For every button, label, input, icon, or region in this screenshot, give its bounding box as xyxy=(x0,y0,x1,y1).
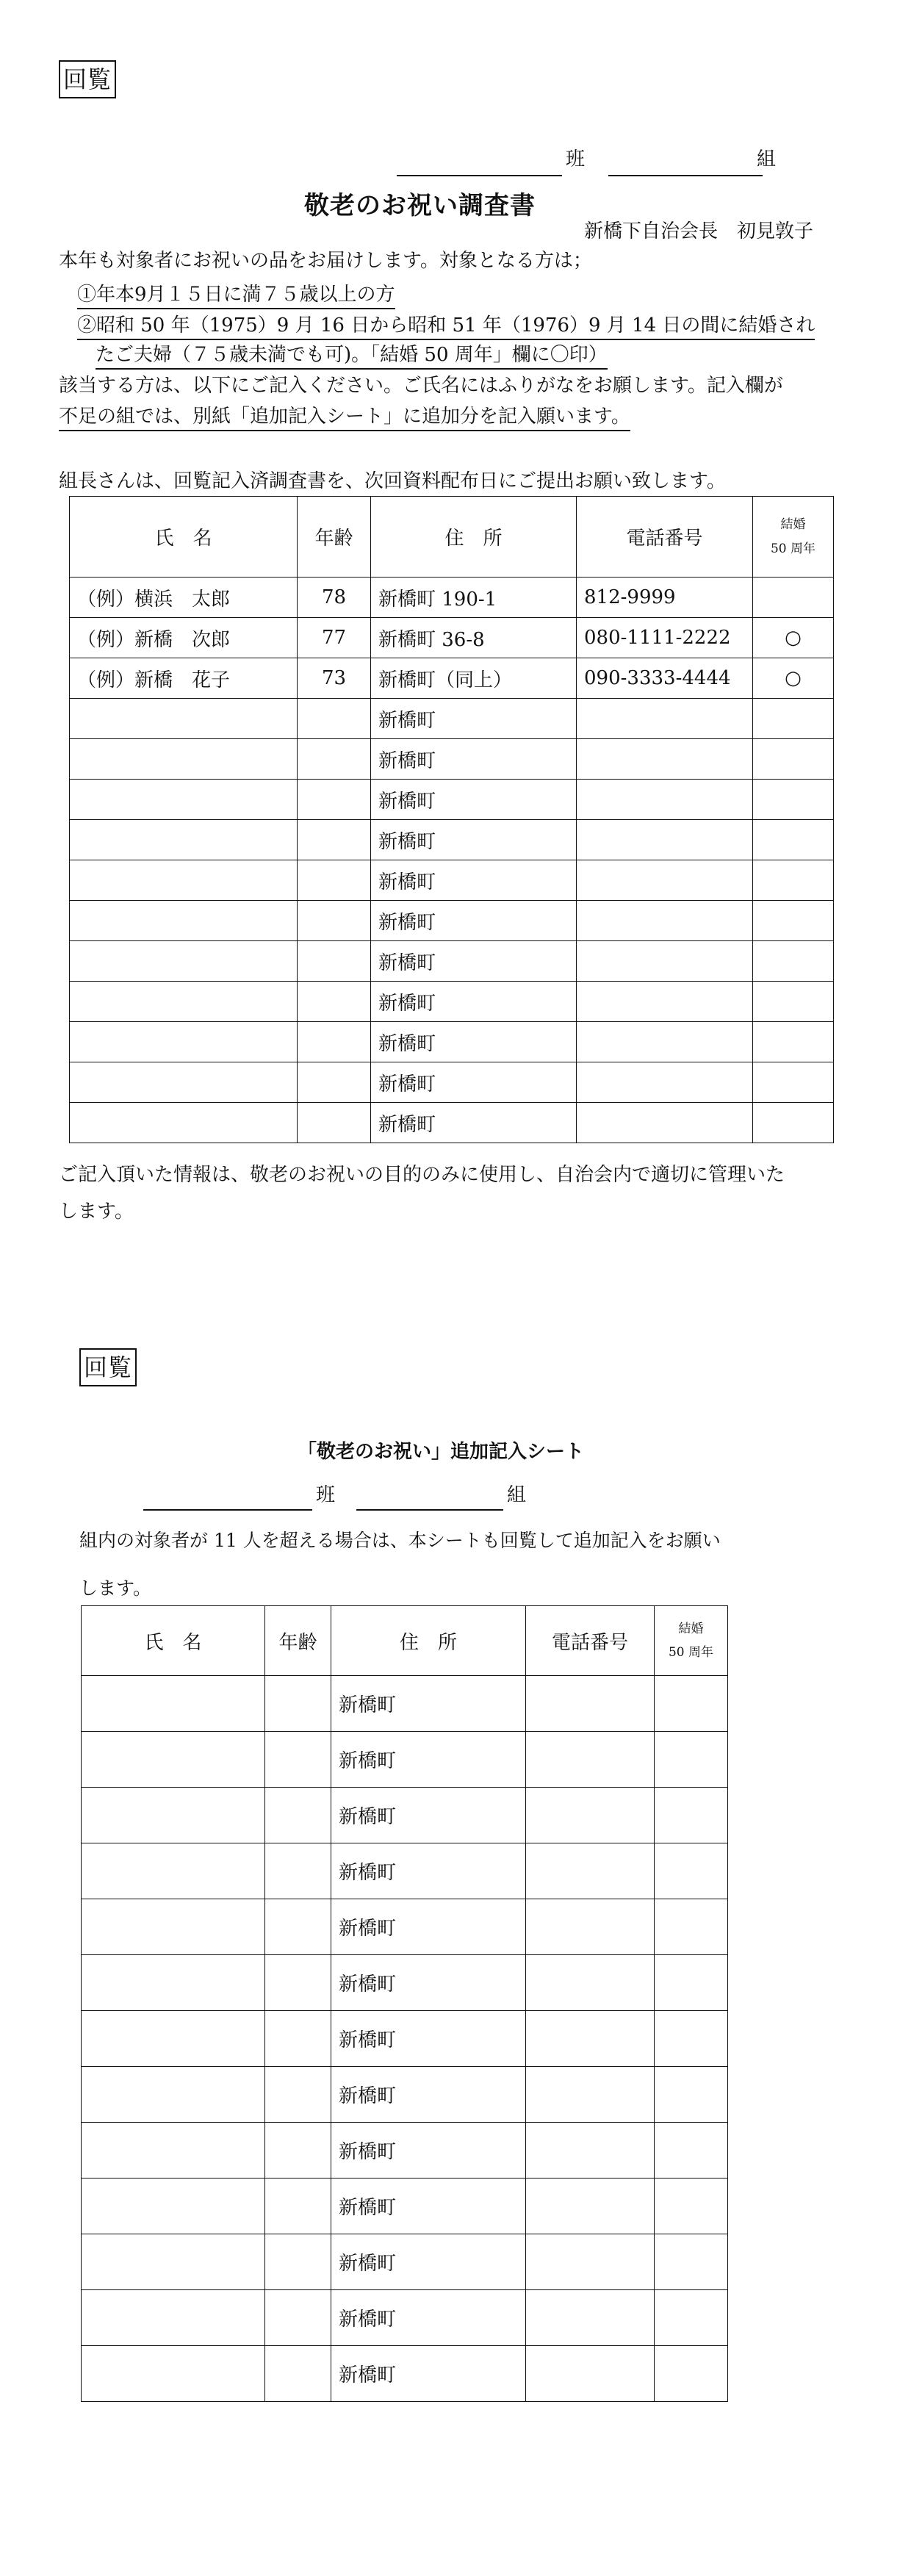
han-label: 班 xyxy=(566,148,586,170)
anniversary-cell[interactable] xyxy=(655,2290,728,2346)
anniversary-cell[interactable] xyxy=(655,1788,728,1843)
anniversary-cell[interactable] xyxy=(655,2346,728,2402)
name-cell[interactable] xyxy=(82,2067,265,2123)
age-cell[interactable] xyxy=(265,2234,331,2290)
table-row xyxy=(82,1955,728,2011)
age-cell[interactable] xyxy=(298,699,371,739)
addendum-note-2: します。 xyxy=(79,1577,152,1599)
name-cell[interactable] xyxy=(70,1103,298,1143)
name-cell[interactable] xyxy=(70,982,298,1022)
anniversary-cell[interactable] xyxy=(655,1676,728,1732)
name-cell[interactable] xyxy=(70,780,298,820)
phone-cell[interactable] xyxy=(526,1732,655,1788)
table-row xyxy=(70,780,834,820)
name-cell[interactable] xyxy=(70,860,298,901)
table-row xyxy=(82,1788,728,1843)
age-cell[interactable]: 78 xyxy=(298,578,371,618)
age-cell[interactable] xyxy=(298,941,371,982)
anniversary-cell[interactable] xyxy=(753,820,834,860)
age-cell[interactable] xyxy=(298,739,371,780)
name-cell[interactable] xyxy=(70,739,298,780)
table-row xyxy=(82,1676,728,1732)
table-row xyxy=(70,618,834,658)
table-row xyxy=(82,2179,728,2234)
name-cell[interactable]: （例）横浜 太郎 xyxy=(70,578,298,618)
phone-cell[interactable] xyxy=(577,1022,753,1062)
age-cell[interactable] xyxy=(265,1843,331,1899)
address-cell[interactable]: 新橋町 xyxy=(331,2346,526,2402)
phone-cell[interactable] xyxy=(577,739,753,780)
name-cell[interactable] xyxy=(70,941,298,982)
phone-cell[interactable] xyxy=(526,1676,655,1732)
phone-cell[interactable] xyxy=(526,2179,655,2234)
survey-table xyxy=(69,496,834,1143)
name-cell[interactable] xyxy=(82,1843,265,1899)
address-cell[interactable]: 新橋町 xyxy=(331,1732,526,1788)
address-cell[interactable]: 新橋町 xyxy=(371,1022,577,1062)
age-cell[interactable] xyxy=(298,1022,371,1062)
anniversary-cell[interactable] xyxy=(753,1022,834,1062)
age-cell[interactable] xyxy=(265,2123,331,2179)
age-cell[interactable] xyxy=(265,2290,331,2346)
table-row xyxy=(70,860,834,901)
table-row xyxy=(70,1103,834,1143)
table-row xyxy=(70,1022,834,1062)
kumi-blank[interactable] xyxy=(608,175,763,176)
phone-cell[interactable] xyxy=(526,2123,655,2179)
name-cell[interactable] xyxy=(82,2179,265,2234)
age-cell[interactable] xyxy=(298,820,371,860)
page-title: 敬老のお祝い調査書 xyxy=(304,191,536,220)
anniversary-cell[interactable] xyxy=(753,1103,834,1143)
address-cell[interactable]: 新橋町 xyxy=(371,820,577,860)
header-address-2: 住 所 xyxy=(331,1606,526,1676)
table-row xyxy=(70,941,834,982)
address-cell[interactable]: 新橋町 xyxy=(371,860,577,901)
age-cell[interactable] xyxy=(265,2346,331,2402)
anniversary-cell[interactable] xyxy=(655,1955,728,2011)
phone-cell[interactable] xyxy=(577,941,753,982)
address-cell[interactable]: 新橋町 xyxy=(331,2234,526,2290)
phone-cell[interactable] xyxy=(577,860,753,901)
privacy-line-2: します。 xyxy=(59,1201,134,1223)
header-anniversary-2b: 50 周年 xyxy=(668,1645,714,1660)
name-cell[interactable] xyxy=(70,699,298,739)
age-cell[interactable] xyxy=(265,2011,331,2067)
request-line-2 xyxy=(59,404,630,431)
phone-cell[interactable] xyxy=(526,2346,655,2402)
request-line-2-text: 不足の組では、別紙「追加記入シート」に追加分を記入願います。 xyxy=(59,404,630,431)
phone-cell[interactable] xyxy=(577,1103,753,1143)
phone-cell[interactable] xyxy=(526,2067,655,2123)
phone-cell[interactable] xyxy=(577,901,753,941)
table-row xyxy=(70,901,834,941)
address-cell[interactable]: 新橋町 xyxy=(331,1899,526,1955)
address-cell[interactable]: 新橋町 xyxy=(371,780,577,820)
header-address: 住 所 xyxy=(371,497,577,578)
address-cell[interactable]: 新橋町 36-8 xyxy=(371,618,577,658)
phone-cell[interactable] xyxy=(577,982,753,1022)
anniversary-cell[interactable] xyxy=(753,739,834,780)
age-cell[interactable] xyxy=(265,1788,331,1843)
anniversary-cell[interactable] xyxy=(655,2234,728,2290)
phone-cell[interactable] xyxy=(526,1955,655,2011)
anniversary-cell[interactable] xyxy=(655,1899,728,1955)
name-cell[interactable] xyxy=(70,901,298,941)
address-cell[interactable]: 新橋町 xyxy=(371,1062,577,1103)
condition-2a xyxy=(77,313,815,340)
phone-cell[interactable] xyxy=(526,1788,655,1843)
address-cell[interactable]: 新橋町 xyxy=(331,2067,526,2123)
condition-1 xyxy=(77,282,395,309)
age-cell[interactable]: 73 xyxy=(298,658,371,699)
kumi-label-2: 組 xyxy=(507,1484,527,1506)
anniversary-cell[interactable] xyxy=(655,2179,728,2234)
table-row xyxy=(82,1899,728,1955)
table-row xyxy=(82,2123,728,2179)
name-cell[interactable] xyxy=(82,1788,265,1843)
han-blank-2[interactable] xyxy=(143,1509,312,1511)
header-phone-2: 電話番号 xyxy=(526,1606,655,1676)
condition-2a-text: ②昭和 50 年（1975）9 月 16 日から昭和 51 年（1976）9 月 14 日の間に結婚され xyxy=(77,313,815,340)
age-cell[interactable] xyxy=(265,2179,331,2234)
kumi-label: 組 xyxy=(757,148,777,170)
leader-note: 組長さんは、回覧記入済調査書を、次回資料配布日にご提出お願い致します。 xyxy=(59,470,726,492)
name-cell[interactable] xyxy=(82,2011,265,2067)
age-cell[interactable] xyxy=(265,1732,331,1788)
header-anniversary xyxy=(753,497,834,578)
address-cell[interactable]: 新橋町 xyxy=(331,1843,526,1899)
name-cell[interactable] xyxy=(82,2346,265,2402)
phone-cell[interactable] xyxy=(577,1062,753,1103)
name-cell[interactable] xyxy=(70,820,298,860)
name-cell[interactable] xyxy=(82,2290,265,2346)
table-row xyxy=(82,2290,728,2346)
addendum-note-1: 組内の対象者が 11 人を超える場合は、本シートも回覧して追加記入をお願い xyxy=(79,1530,721,1551)
privacy-line-1: ご記入頂いた情報は、敬老のお祝いの目的のみに使用し、自治会内で適切に管理いた xyxy=(59,1164,785,1186)
table-row xyxy=(70,739,834,780)
name-cell[interactable] xyxy=(82,1899,265,1955)
phone-cell[interactable] xyxy=(526,2011,655,2067)
age-cell[interactable] xyxy=(298,1103,371,1143)
author-line: 新橋下自治会長 初見敦子 xyxy=(584,220,814,242)
address-cell[interactable]: 新橋町 xyxy=(331,2290,526,2346)
table-header-row-2 xyxy=(82,1606,728,1676)
name-cell[interactable] xyxy=(82,1732,265,1788)
condition-1-text: ①年本9月１５日に満７５歳以上の方 xyxy=(77,282,395,309)
kairan-stamp-2: 回覧 xyxy=(79,1348,137,1386)
address-cell[interactable]: 新橋町 xyxy=(371,699,577,739)
anniversary-cell[interactable] xyxy=(655,2123,728,2179)
anniversary-cell[interactable] xyxy=(655,2011,728,2067)
table-row xyxy=(70,1062,834,1103)
header-phone: 電話番号 xyxy=(577,497,753,578)
phone-cell[interactable] xyxy=(577,699,753,739)
name-cell[interactable]: （例）新橋 花子 xyxy=(70,658,298,699)
table-row xyxy=(82,1843,728,1899)
table-row xyxy=(70,982,834,1022)
anniversary-cell[interactable] xyxy=(753,699,834,739)
name-cell[interactable] xyxy=(70,1062,298,1103)
age-cell[interactable]: 77 xyxy=(298,618,371,658)
kairan-stamp: 回覧 xyxy=(59,60,116,98)
age-cell[interactable] xyxy=(298,780,371,820)
anniversary-cell[interactable]: ○ xyxy=(753,658,834,699)
anniversary-cell[interactable] xyxy=(655,2067,728,2123)
address-cell[interactable]: 新橋町 xyxy=(331,2179,526,2234)
table-row xyxy=(70,658,834,699)
intro-text: 本年も対象者にお祝いの品をお届けします。対象となる方は； xyxy=(59,250,592,272)
condition-2b-text: たご夫婦（７５歳未満でも可)。「結婚 50 周年」欄に〇印） xyxy=(96,342,608,370)
table-row xyxy=(70,820,834,860)
table-row xyxy=(82,1732,728,1788)
phone-cell[interactable] xyxy=(526,1899,655,1955)
phone-cell[interactable] xyxy=(577,780,753,820)
anniversary-cell[interactable] xyxy=(753,901,834,941)
age-cell[interactable] xyxy=(298,901,371,941)
address-cell[interactable]: 新橋町 xyxy=(331,1955,526,2011)
anniversary-cell[interactable] xyxy=(655,1843,728,1899)
header-name: 氏 名 xyxy=(70,497,298,578)
age-cell[interactable] xyxy=(265,1899,331,1955)
addendum-table xyxy=(81,1605,728,2402)
han-blank[interactable] xyxy=(397,175,562,176)
header-anniversary-2: 50 周年 xyxy=(770,541,816,556)
anniversary-cell[interactable] xyxy=(753,578,834,618)
table-row xyxy=(70,699,834,739)
address-cell[interactable]: 新橋町（同上） xyxy=(371,658,577,699)
header-age-2: 年齢 xyxy=(265,1606,331,1676)
anniversary-cell[interactable]: ○ xyxy=(753,618,834,658)
name-cell[interactable] xyxy=(70,1022,298,1062)
address-cell[interactable]: 新橋町 xyxy=(331,1676,526,1732)
table-header-row xyxy=(70,497,834,578)
header-anniversary-2col xyxy=(655,1606,728,1676)
table-row xyxy=(82,2011,728,2067)
address-cell[interactable]: 新橋町 xyxy=(331,2123,526,2179)
phone-cell[interactable] xyxy=(526,2290,655,2346)
address-cell[interactable]: 新橋町 xyxy=(371,982,577,1022)
request-line-1: 該当する方は、以下にご記入ください。ご氏名にはふりがなをお願します。記入欄が xyxy=(59,375,783,397)
address-cell[interactable]: 新橋町 190-1 xyxy=(371,578,577,618)
age-cell[interactable] xyxy=(298,860,371,901)
age-cell[interactable] xyxy=(265,1676,331,1732)
phone-cell[interactable] xyxy=(526,1843,655,1899)
table-row xyxy=(82,2346,728,2402)
condition-2b xyxy=(96,342,608,370)
anniversary-cell[interactable] xyxy=(753,780,834,820)
phone-cell[interactable] xyxy=(526,2234,655,2290)
table-row xyxy=(82,2067,728,2123)
name-cell[interactable] xyxy=(82,1955,265,2011)
header-anniversary-2a: 結婚 xyxy=(678,1621,704,1636)
name-cell[interactable] xyxy=(82,2234,265,2290)
name-cell[interactable] xyxy=(82,1676,265,1732)
age-cell[interactable] xyxy=(298,1062,371,1103)
header-age: 年齢 xyxy=(298,497,371,578)
phone-cell[interactable]: 090-3333-4444 xyxy=(577,658,753,699)
address-cell[interactable]: 新橋町 xyxy=(371,941,577,982)
addendum-title: 「敬老のお祝い」追加記入シート xyxy=(298,1441,585,1463)
age-cell[interactable] xyxy=(265,2067,331,2123)
table-row xyxy=(82,2234,728,2290)
age-cell[interactable] xyxy=(265,1955,331,2011)
anniversary-cell[interactable] xyxy=(753,982,834,1022)
name-cell[interactable]: （例）新橋 次郎 xyxy=(70,618,298,658)
phone-cell[interactable]: 080-1111-2222 xyxy=(577,618,753,658)
han-label-2: 班 xyxy=(316,1484,336,1506)
age-cell[interactable] xyxy=(298,982,371,1022)
anniversary-cell[interactable] xyxy=(655,1732,728,1788)
header-name-2: 氏 名 xyxy=(82,1606,265,1676)
anniversary-cell[interactable] xyxy=(753,941,834,982)
address-cell[interactable]: 新橋町 xyxy=(331,2011,526,2067)
anniversary-cell[interactable] xyxy=(753,1062,834,1103)
address-cell[interactable]: 新橋町 xyxy=(371,739,577,780)
name-cell[interactable] xyxy=(82,2123,265,2179)
table-row xyxy=(70,578,834,618)
address-cell[interactable]: 新橋町 xyxy=(331,1788,526,1843)
kumi-blank-2[interactable] xyxy=(356,1509,503,1511)
address-cell[interactable]: 新橋町 xyxy=(371,1103,577,1143)
phone-cell[interactable] xyxy=(577,820,753,860)
phone-cell[interactable]: 812-9999 xyxy=(577,578,753,618)
anniversary-cell[interactable] xyxy=(753,860,834,901)
header-anniversary-1: 結婚 xyxy=(780,517,806,533)
address-cell[interactable]: 新橋町 xyxy=(371,901,577,941)
